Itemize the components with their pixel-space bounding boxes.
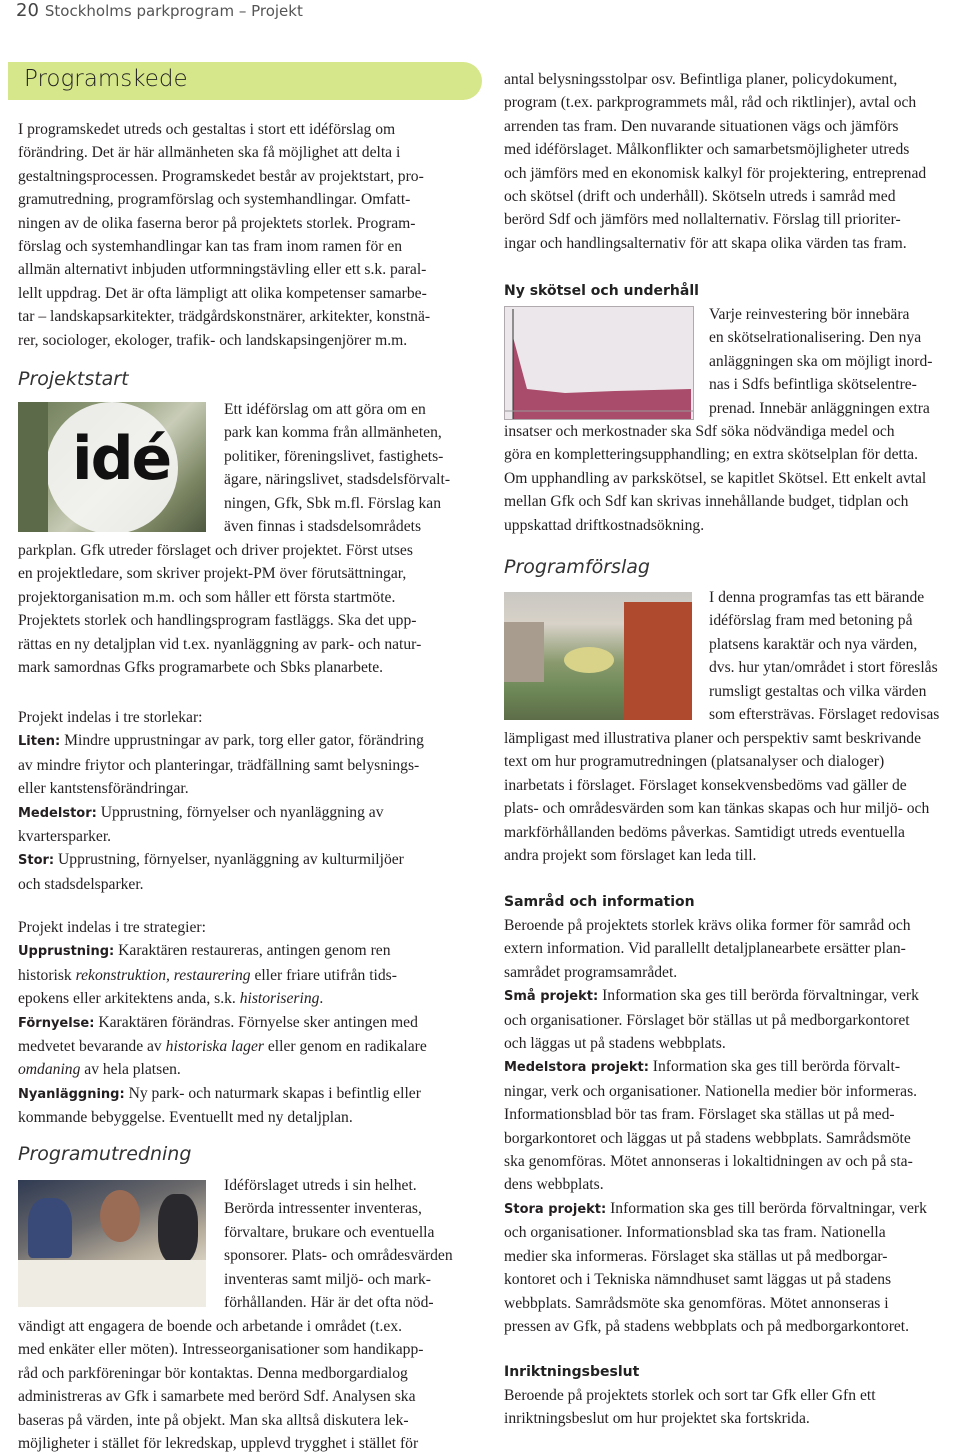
cost-graph-svg	[505, 307, 693, 419]
person-shape	[28, 1198, 72, 1258]
intro-line: ningen av de olika faserna beror på projektets storlek. Program-	[18, 214, 416, 232]
subheading-samrad: Samråd och information	[504, 894, 695, 910]
text: medvetet bevarande av	[18, 1038, 166, 1056]
text-line: inriktningsbeslut om hur projektet ska fortskrida.	[504, 1410, 810, 1428]
intro-line: I programskedet utreds och gestaltas i stort ett idéförslag om	[18, 121, 396, 138]
text-line: med idéförslaget. Målkonflikter och samarbetsmöjligheter utreds	[504, 141, 910, 159]
storlekar-intro: Projekt indelas i tre storlekar:	[18, 709, 203, 726]
text-line: administreras av Gfk i samarbete med berörd Sdf. Analysen ska	[18, 1388, 416, 1406]
cost-graph-image	[504, 306, 694, 420]
text-line	[18, 1058, 472, 1081]
text-line: berörd Sdf och jämförs med nollalternativ. Förslag till prioriter-	[504, 211, 901, 229]
idea-photo-text: idé	[72, 424, 171, 494]
intro-line: tar – landskapsarkitekter, trädgårdskonstnärer, arkitekter, konstnä-	[18, 308, 431, 326]
nyanlaggning-label: Nyanläggning:	[18, 1086, 125, 1102]
page-number: 20	[16, 0, 39, 21]
text-line: av mindre friytor och planteringar, trädfällning samt belysnings-	[18, 756, 420, 774]
text-line: mark samordnas Gfks programarbete och Sbks planarbete.	[18, 659, 384, 677]
intro-line: förändring. Det är här allmänheten ska få möjlighet att delta i	[18, 144, 401, 162]
text: av hela platsen.	[80, 1061, 181, 1079]
text-line: medier ska informeras. Förslaget ska ställas ut på medborgar-	[504, 1247, 888, 1265]
person-shape	[100, 1190, 140, 1242]
text-line: I denna programfas tas ett bärande	[709, 589, 925, 606]
text: Karaktären restaureras, antingen genom ren	[114, 942, 391, 960]
text-line: med enkäter eller möten). Intresseorganisationer som handikapp-	[18, 1341, 424, 1359]
intro-line: allmän alternativt inbjuden utformningstävling eller ett s.k. paral-	[18, 261, 427, 279]
fornyelse-label: Förnyelse:	[18, 1015, 95, 1031]
italic-text: historiska lager	[165, 1038, 264, 1056]
text-line: Om upphandling av parkskötsel, se kapitlet Skötsel. Ett enkelt avtal	[504, 469, 927, 487]
text-line: baseras på värden, inte på objekt. Man ska alltså diskutera lek-	[18, 1411, 409, 1429]
text: Ny park- och naturmark skapas i befintlig eller	[124, 1084, 421, 1102]
liten-line	[18, 729, 472, 753]
stora-projekt-label: Stora projekt:	[504, 1201, 607, 1217]
building-shape	[624, 602, 692, 720]
text-line: extern information. Vid parallellt detaljplanearbete ersätter plan-	[504, 940, 906, 958]
italic-text: rekonstruktion, restaurering	[75, 966, 251, 984]
programutredning-text	[18, 1315, 472, 1455]
text-line	[18, 964, 472, 987]
text-line: kvartersparker.	[18, 828, 112, 846]
skotsel-text	[504, 420, 959, 537]
text-line: och jämförs med en ekonomisk kalkyl för projektering, entreprenad	[504, 164, 927, 182]
text-line: Varje reinvestering bör innebära	[709, 306, 910, 323]
right-top-paragraph	[504, 68, 959, 255]
section-title-projektstart: Projektstart	[18, 368, 129, 390]
storlekar-block	[18, 706, 472, 896]
foliage-shape	[18, 402, 48, 532]
park-rendering-image	[504, 592, 692, 720]
upprustning-line	[18, 939, 472, 963]
fornyelse-line	[18, 1011, 472, 1035]
text-line: insatser och merkostnader ska Sdf söka nödvändiga medel och	[504, 423, 895, 440]
text-line: Projektets storlek och handlingsprogram fastläggs. Ska det upp-	[18, 612, 417, 630]
text-line: andra projekt som förslaget kan leda till.	[504, 847, 757, 865]
text-line: sponsorer. Plats- och områdesvärden	[224, 1247, 453, 1265]
text-line: Beroende på projektets storlek krävs olika former för samråd och	[504, 917, 911, 934]
sma-projekt-label: Små projekt:	[504, 989, 599, 1005]
subheading-inriktningsbeslut: Inriktningsbeslut	[504, 1364, 640, 1380]
medelstora-label: Medelstora projekt:	[504, 1060, 649, 1076]
text-line: en skötselrationalisering. Den nya	[709, 329, 922, 347]
intro-line: lellt uppdrag. Det är ofta lämpligt att olika kompetenser samarbe-	[18, 284, 427, 302]
text-line: dens webbplats.	[504, 1176, 604, 1194]
text-line: rumsligt gestaltas och vilka värden	[709, 682, 927, 700]
liten-label: Liten:	[18, 734, 61, 750]
strategier-intro: Projekt indelas i tre strategier:	[18, 919, 206, 936]
intro-line: gramutredning, programförslag och systemhandlingar. Omfatt-	[18, 191, 411, 209]
text-line: Ett idéförslag om att göra om en	[224, 401, 426, 418]
text-line: anläggningen ska om möjligt inord-	[709, 352, 933, 370]
text-line: förvaltare, brukare och eventuella	[224, 1223, 435, 1241]
italic-text: omdaning	[18, 1061, 81, 1079]
text-line: borgarkontoret och läggas ut på stadens webbplats. Samrådsmöte	[504, 1129, 911, 1147]
programforslag-text	[504, 727, 959, 867]
programutredning-side-text	[224, 1174, 472, 1314]
text-line: markförhållanden bedöms påverkas. Samtidigt utreds eventuella	[504, 823, 905, 841]
meeting-photo	[18, 1180, 206, 1307]
table-papers-shape	[18, 1260, 206, 1307]
text-line: och organisationer. Informationsblad ska tas fram. Nationella	[504, 1224, 886, 1242]
programforslag-side-text	[709, 586, 959, 726]
stor-line	[18, 848, 472, 872]
running-title: Stockholms parkprogram – Projekt	[44, 2, 303, 20]
text: Upprustning, förnyelser, nyanläggning av kulturmiljöer	[54, 851, 404, 869]
medel-line	[18, 801, 472, 825]
text-line: Informationsblad bör tas fram. Förslaget ska ställas ut på med-	[504, 1106, 895, 1124]
intro-line: rer, sociologer, ekologer, trafik- och landskapsingenjörer m.m.	[18, 331, 408, 349]
subheading-skotsel: Ny skötsel och underhåll	[504, 283, 699, 299]
text-line: vändigt att engagera de boende och arbetande i området (t.ex.	[18, 1318, 403, 1335]
text-line: även finnas i stadsdelsområdets	[224, 518, 422, 536]
person-shape	[158, 1194, 198, 1264]
text-line: ägare, näringslivet, stadsdelsförvalt-	[224, 471, 451, 489]
text-line: inarbetats i förslaget. Förslaget konsekvensbedöms vad gäller de	[504, 776, 907, 794]
text: eller friare utifrån tids-	[250, 966, 397, 984]
text-line: uppskattad driftkostnadsökning.	[504, 516, 705, 534]
projektstart-text	[18, 539, 472, 679]
text-line: plats- och områdesvärden som kan tänkas skapas och hur miljö- och	[504, 800, 930, 818]
text-line: text om hur programutredningen (platsanalyser och dialoger)	[504, 753, 885, 771]
text-line: platsens karaktär och nya värden,	[709, 635, 918, 653]
text-line: förhållanden. Här är det ofta nöd-	[224, 1294, 434, 1312]
text-line: samrådet programsamrådet.	[504, 963, 678, 981]
text-line	[18, 1035, 472, 1058]
text-line: webbplats. Samrådsmöte ska genomföras. Mötet annonseras i	[504, 1294, 889, 1312]
text-line: lämpligast med illustrativa planer och perspektiv samt beskrivande	[504, 730, 922, 747]
cost-area-shape	[513, 337, 691, 419]
text-line: eller kantstensförändringar.	[18, 780, 189, 798]
text: Mindre upprustningar av park, torg eller gator, förändring	[60, 732, 424, 750]
stor-label: Stor:	[18, 853, 55, 869]
text-line: och stadsdelsparker.	[18, 875, 144, 893]
section-title-programforslag: Programförslag	[504, 556, 650, 578]
text: Information ska ges till berörda förvaltningar, verk	[606, 1199, 927, 1217]
text-line: ska genomföras. Mötet annonseras i lokaltidningen av och på sta-	[504, 1153, 913, 1171]
text: .	[319, 990, 324, 1008]
text-line: dvs. hur ytan/området i stort föreslås	[709, 659, 938, 677]
section-banner	[8, 62, 482, 100]
text-line: ningen, Gfk, Sbk m.fl. Förslag kan	[224, 494, 441, 512]
text-line: ingar och handlingsalternativ för att skapa olika värden tas fram.	[504, 234, 907, 252]
text-line: kommande bebyggelse. Eventuellt med ny detaljplan.	[18, 1109, 353, 1127]
text-line: som eftersträvas. Förslaget redovisas	[709, 706, 940, 724]
samrad-text	[504, 914, 959, 1338]
text-line: politiker, föreningslivet, fastighets-	[224, 447, 444, 465]
text-line: råd och parkföreningar bör kontaktas. Denna medborgardialog	[18, 1364, 408, 1382]
text-line: Berörda intressenter inventeras,	[224, 1200, 422, 1218]
skotsel-side-text	[709, 303, 959, 420]
intro-paragraph	[18, 118, 472, 352]
text-line: idéförslag fram med betoning på	[709, 612, 913, 630]
italic-text: historisering	[239, 990, 320, 1008]
text: epokens eller arkitektens anda, s.k.	[18, 990, 240, 1008]
plaza-shape	[564, 647, 614, 673]
text: Information ska ges till berörda förvalt-	[648, 1058, 901, 1076]
text-line: arrenden tas fram. Den nuvarande situationen vägs och jämförs	[504, 117, 899, 135]
text-line: program (t.ex. parkprogrammets mål, råd och riktlinjer), avtal och	[504, 94, 917, 112]
text-line: inventeras samt miljö- och mark-	[224, 1270, 431, 1288]
text-line: park kan komma från allmänheten,	[224, 424, 442, 442]
intro-line: gestaltningsprocessen. Programskedet består av projektstart, pro-	[18, 167, 424, 185]
text-line: prenad. Innebär anläggningen extra	[709, 399, 930, 417]
text-line: och läggas ut på stadens webbplats.	[504, 1035, 726, 1053]
medelstora-line	[504, 1055, 959, 1079]
text-line: Idéförslaget utreds i sin helhet.	[224, 1177, 417, 1194]
text-line: ningar, verk och organisationer. Nationella medier bör informeras.	[504, 1082, 918, 1100]
strategier-block	[18, 916, 472, 1130]
text-line: och skötsel (drift och underhåll). Skötseln utreds i samråd med	[504, 188, 896, 206]
section-title-programutredning: Programutredning	[18, 1143, 192, 1165]
text-line: parkplan. Gfk utreder förslaget och driver projektet. Först utses	[18, 542, 413, 559]
medelstor-label: Medelstor:	[18, 805, 97, 821]
building-shape	[504, 622, 544, 682]
inriktning-text	[504, 1384, 959, 1431]
stora-projekt-line	[504, 1197, 959, 1221]
nyanlaggning-line	[18, 1082, 472, 1106]
text: Upprustning, förnyelser och nyanläggning av	[96, 803, 384, 821]
idea-photo	[18, 402, 206, 532]
text-line: göra en kompletteringsupphandling; en extra skötselplan för detta.	[504, 446, 918, 464]
text: eller genom en radikalare	[263, 1038, 427, 1056]
text: Information ska ges till berörda förvaltningar, verk	[598, 987, 919, 1005]
text-line: projektorganisation m.m. och som håller ett första startmöte.	[18, 588, 396, 606]
running-header	[16, 0, 303, 21]
projektstart-side-text	[224, 398, 472, 538]
intro-line: förslag och systemhandlingar kan tas fram inom ramen för en	[18, 238, 403, 256]
text-line: Beroende på projektets storlek och sort tar Gfk eller Gfn ett	[504, 1387, 876, 1404]
sma-projekt-line	[504, 984, 959, 1008]
text-line: mellan Gfk och Sdf kan skrivas innehållande budget, tidplan och	[504, 493, 909, 511]
upprustning-label: Upprustning:	[18, 944, 115, 960]
text-line: möjligheter i stället för lekredskap, upplevd trygghet i stället för	[18, 1435, 419, 1453]
text-line: och organisationer. Förslaget bör ställas ut på medborgarkontoret	[504, 1011, 910, 1029]
text-line: rättas en ny detaljplan vid t.ex. nyanläggning av park- och natur-	[18, 635, 422, 653]
text-line: kontoret och i Tekniska nämndhuset samt läggas ut på stadens	[504, 1271, 892, 1289]
banner-title: Programskede	[24, 66, 188, 92]
text-line: en projektledare, som skriver projekt-PM över förutsättningar,	[18, 565, 407, 583]
text: historisk	[18, 966, 76, 984]
text-line: nas i Sdfs befintliga skötselentre-	[709, 376, 917, 394]
text-line	[18, 987, 472, 1010]
text-line: antal belysningsstolpar osv. Befintliga planer, policydokument,	[504, 71, 898, 88]
text: Karaktären förändras. Förnyelse sker antingen med	[94, 1013, 418, 1031]
text-line: pressen av Gfk, på stadens webbplats och på medborgarkontoret.	[504, 1317, 910, 1335]
